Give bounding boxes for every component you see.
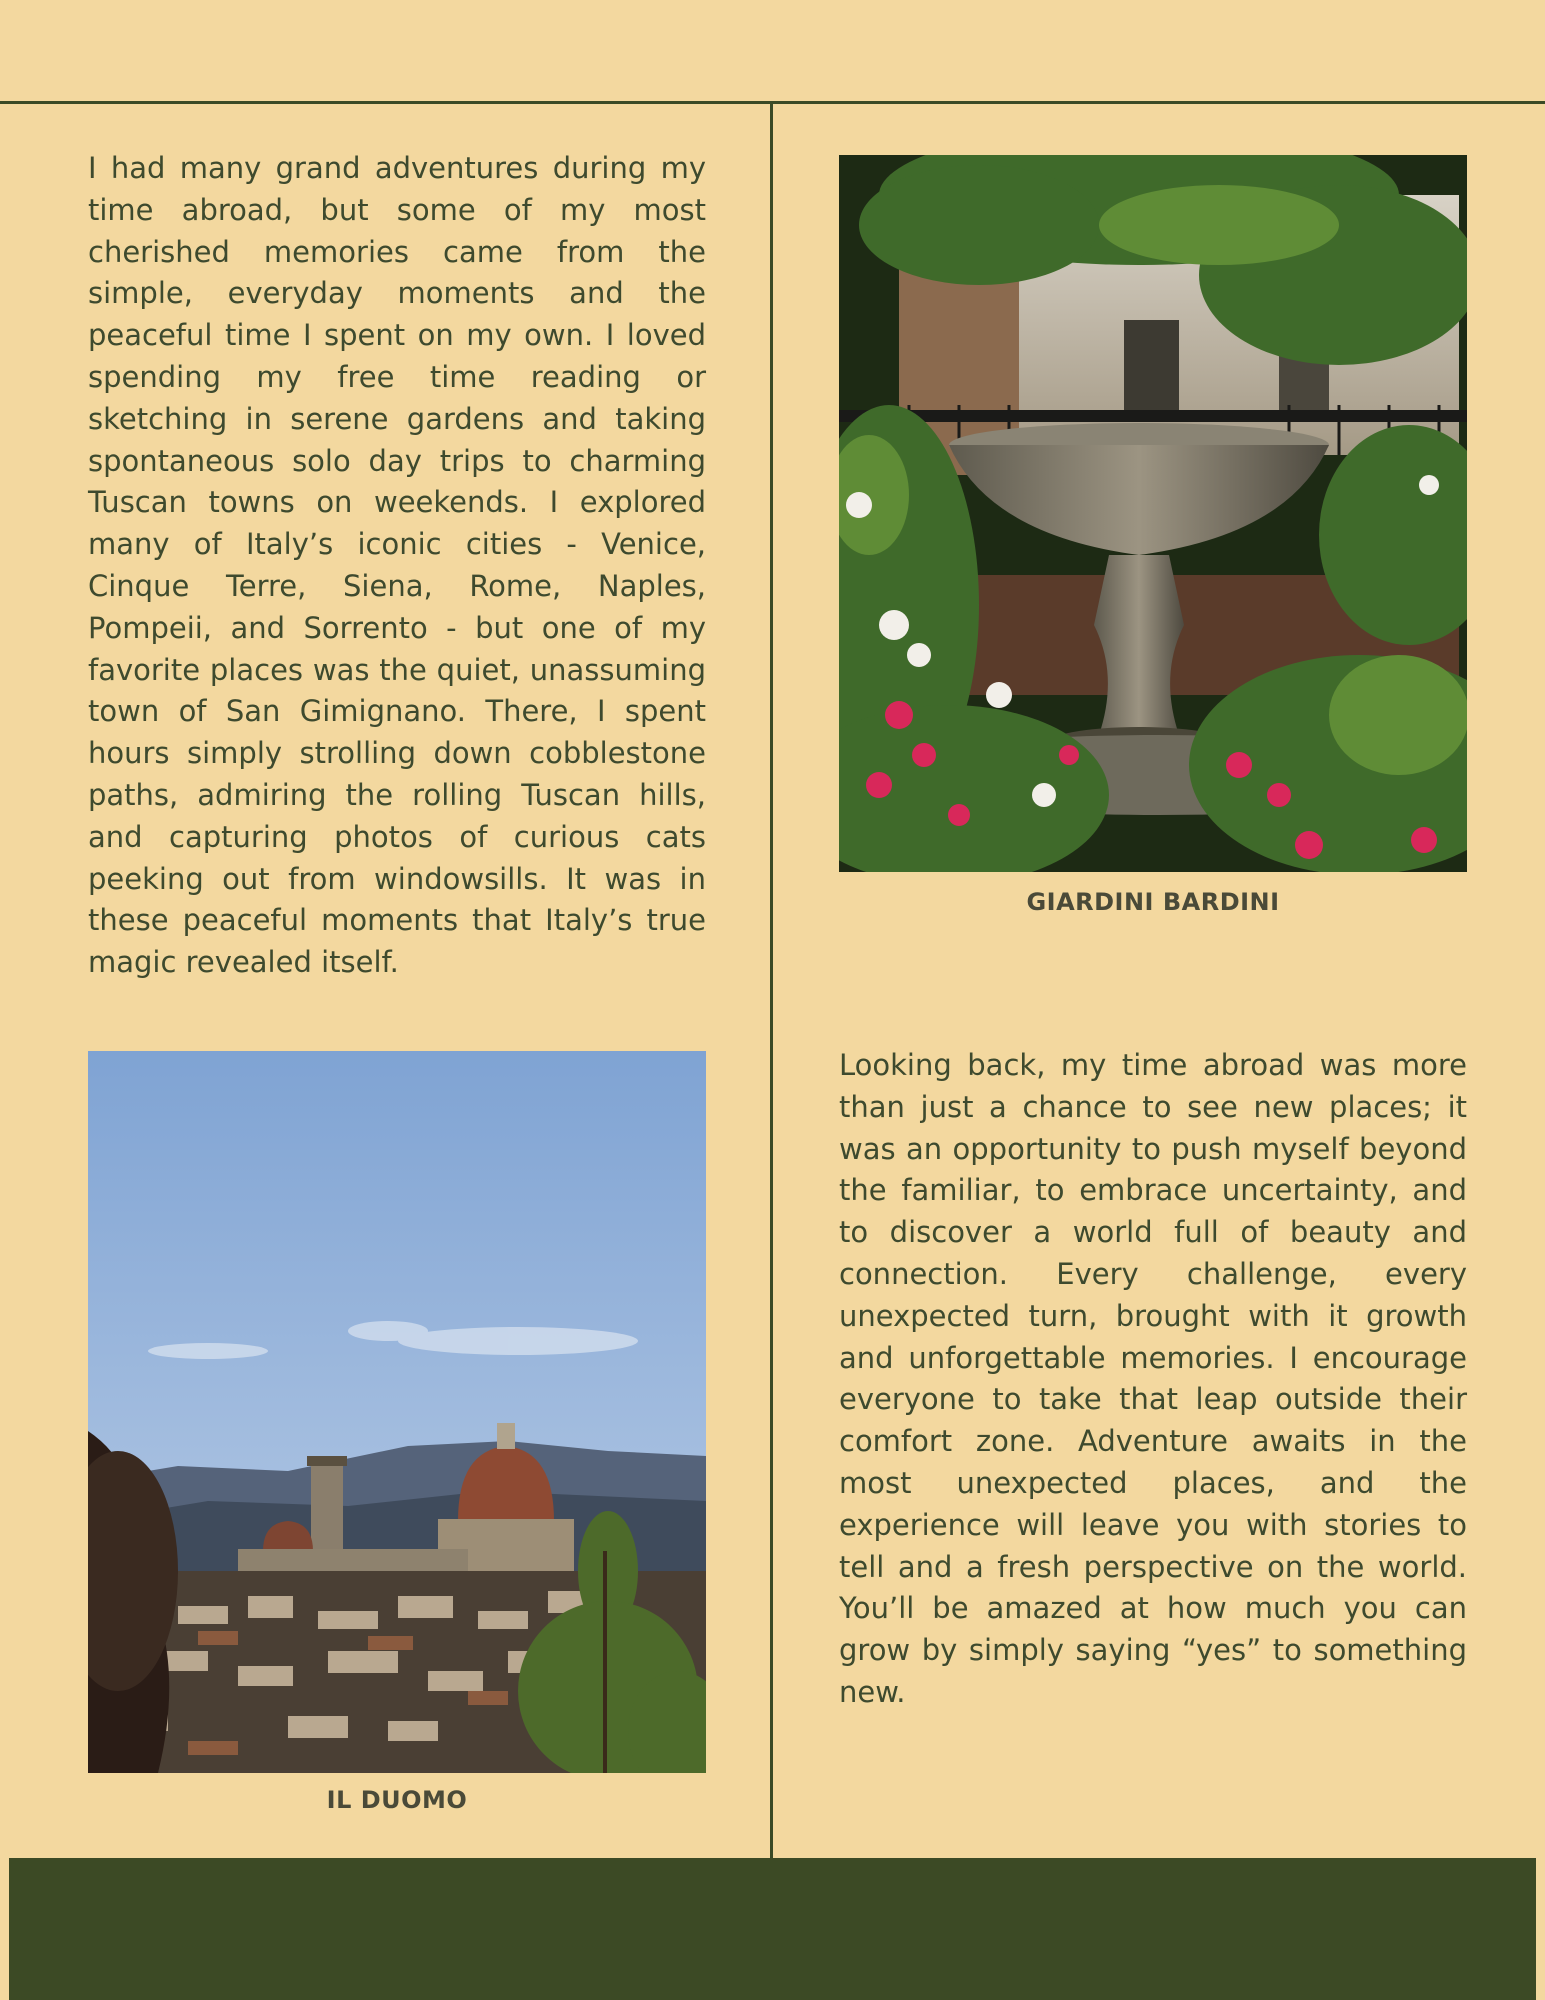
giardini-bardini-caption: GIARDINI BARDINI	[1026, 888, 1280, 916]
footer-band	[9, 1858, 1536, 2000]
right-paragraph: Looking back, my time abroad was more than just a chance to see new places; it was an opportunity to push myself beyond the familiar, to embrace uncertainty, and to discover a world full of beauty and connection. Every challenge, every unexpected turn, brought with it growth and unforgettable memories. I encourage everyone to take that leap outside their comfort zone. Adventure awaits in the most unexpected places, and the experience will leave you with stories to tell and a fresh perspective on the world. You’ll be amazed at how much you can grow by simply saying “yes” to something new.	[839, 1048, 1467, 1709]
column-divider	[770, 101, 773, 1858]
il-duomo-photo	[88, 1051, 706, 1773]
left-paragraph: I had many grand adventures during my time abroad, but some of my most cherished memories came from the simple, everyday moments and the peaceful time I spent on my own. I loved spending my free time reading or sketching in serene gardens and taking spontaneous solo day trips to charming Tuscan towns on weekends. I explored many of Italy’s iconic cities - Venice, Cinque Terre, Siena, Rome, Naples, Pompeii, and Sorrento - but one of my favorite places was the quiet, unassuming town of San Gimignano. There, I spent hours simply strolling down cobblestone paths, admiring the rolling Tuscan hills, and capturing photos of curious cats peeking out from windowsills. It was in these peaceful moments that Italy’s true magic revealed itself.	[88, 151, 706, 980]
giardini-bardini-photo	[839, 155, 1467, 872]
il-duomo-caption: IL DUOMO	[326, 1786, 468, 1814]
